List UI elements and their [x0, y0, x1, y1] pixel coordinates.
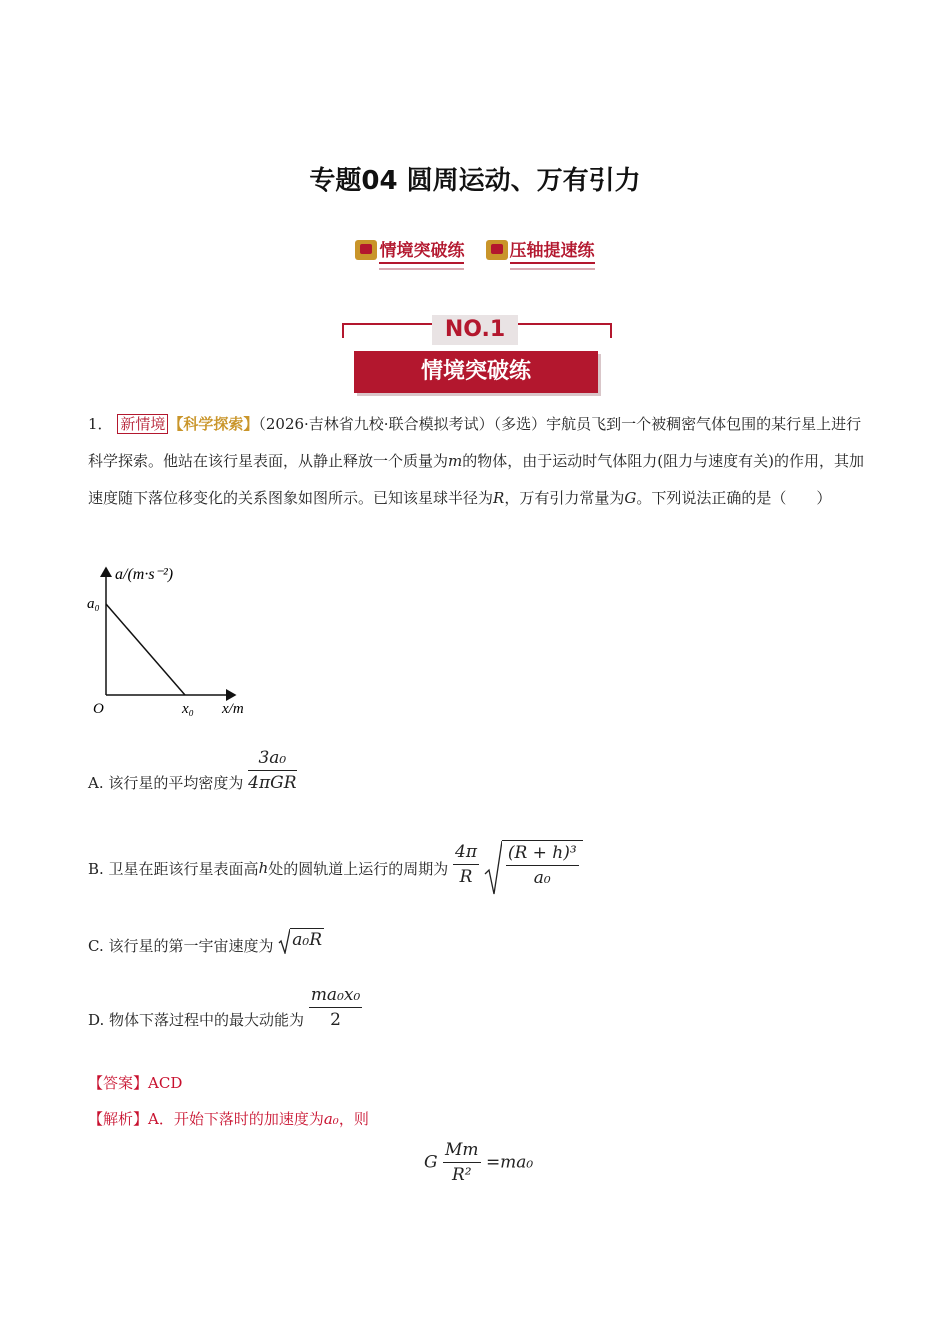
origin-label: O: [93, 701, 104, 717]
graph-line: [106, 604, 185, 695]
x-tick-label: x₀: [182, 701, 194, 717]
option-a[interactable]: A. 该行星的平均密度为 $\frac{\text{3a₀}}{\text{4πGR}}$: [88, 748, 297, 793]
answer-line: 【答案】ACD: [88, 1074, 183, 1092]
tab-advanced-label: 压轴提速练: [510, 236, 595, 264]
tag-new: 新情境: [117, 414, 168, 434]
option-d[interactable]: D. 物体下落过程中的最大动能为 $\frac{\text{ma₀x₀}}{2}$: [88, 985, 361, 1030]
analysis-line: 【解析】A．开始下落时的加速度为a₀，则: [88, 1110, 369, 1128]
section-tabs: [0, 236, 950, 264]
option-b[interactable]: B. 卫星在距该行星表面高h处的圆轨道上运行的周期为 $\frac{4\pi}{R}$ $\frac{\text{(R + h)³}}{\text{a₀}}$: [88, 840, 583, 888]
acceleration-graph: [85, 560, 265, 725]
banner-label: 情境突破练: [354, 351, 598, 393]
y-axis-label: a/(m·s⁻²): [115, 566, 174, 583]
banner-number: NO.1: [432, 315, 518, 345]
tab-situation-label: 情境突破练: [379, 236, 464, 264]
question-text: 1． 新情境 【科学探索】（2026·吉林省九校·联合模拟考试）（多选）宇航员飞到一个被稠密气体包围的某行星上进行科学探索。他站在该行星表面，从静止释放一个质量为m的物体，由于运动时气体阻力(阻力与速度有关)的作用，其加速度随下落位移变化的关系图象如图所示。已知该星球半径为R，万有引力常量为G。下列说法正确的是（ ）: [88, 415, 864, 507]
page-title: 专题04 圆周运动、万有引力: [309, 166, 641, 196]
option-c[interactable]: C. 该行星的第一宇宙速度为 a₀R: [88, 930, 323, 955]
tag-icon: [355, 240, 377, 260]
equation: G $\frac{Mm}{\text{R²}}$ =ma₀: [424, 1140, 534, 1185]
tag-topic: 【科学探索】: [168, 415, 259, 433]
tag-icon: [486, 240, 508, 260]
x-axis-label: x/m: [222, 701, 244, 717]
y-tick-label: a₀: [87, 596, 100, 612]
tab-advanced[interactable]: [486, 236, 595, 264]
tab-situation[interactable]: [355, 236, 464, 264]
